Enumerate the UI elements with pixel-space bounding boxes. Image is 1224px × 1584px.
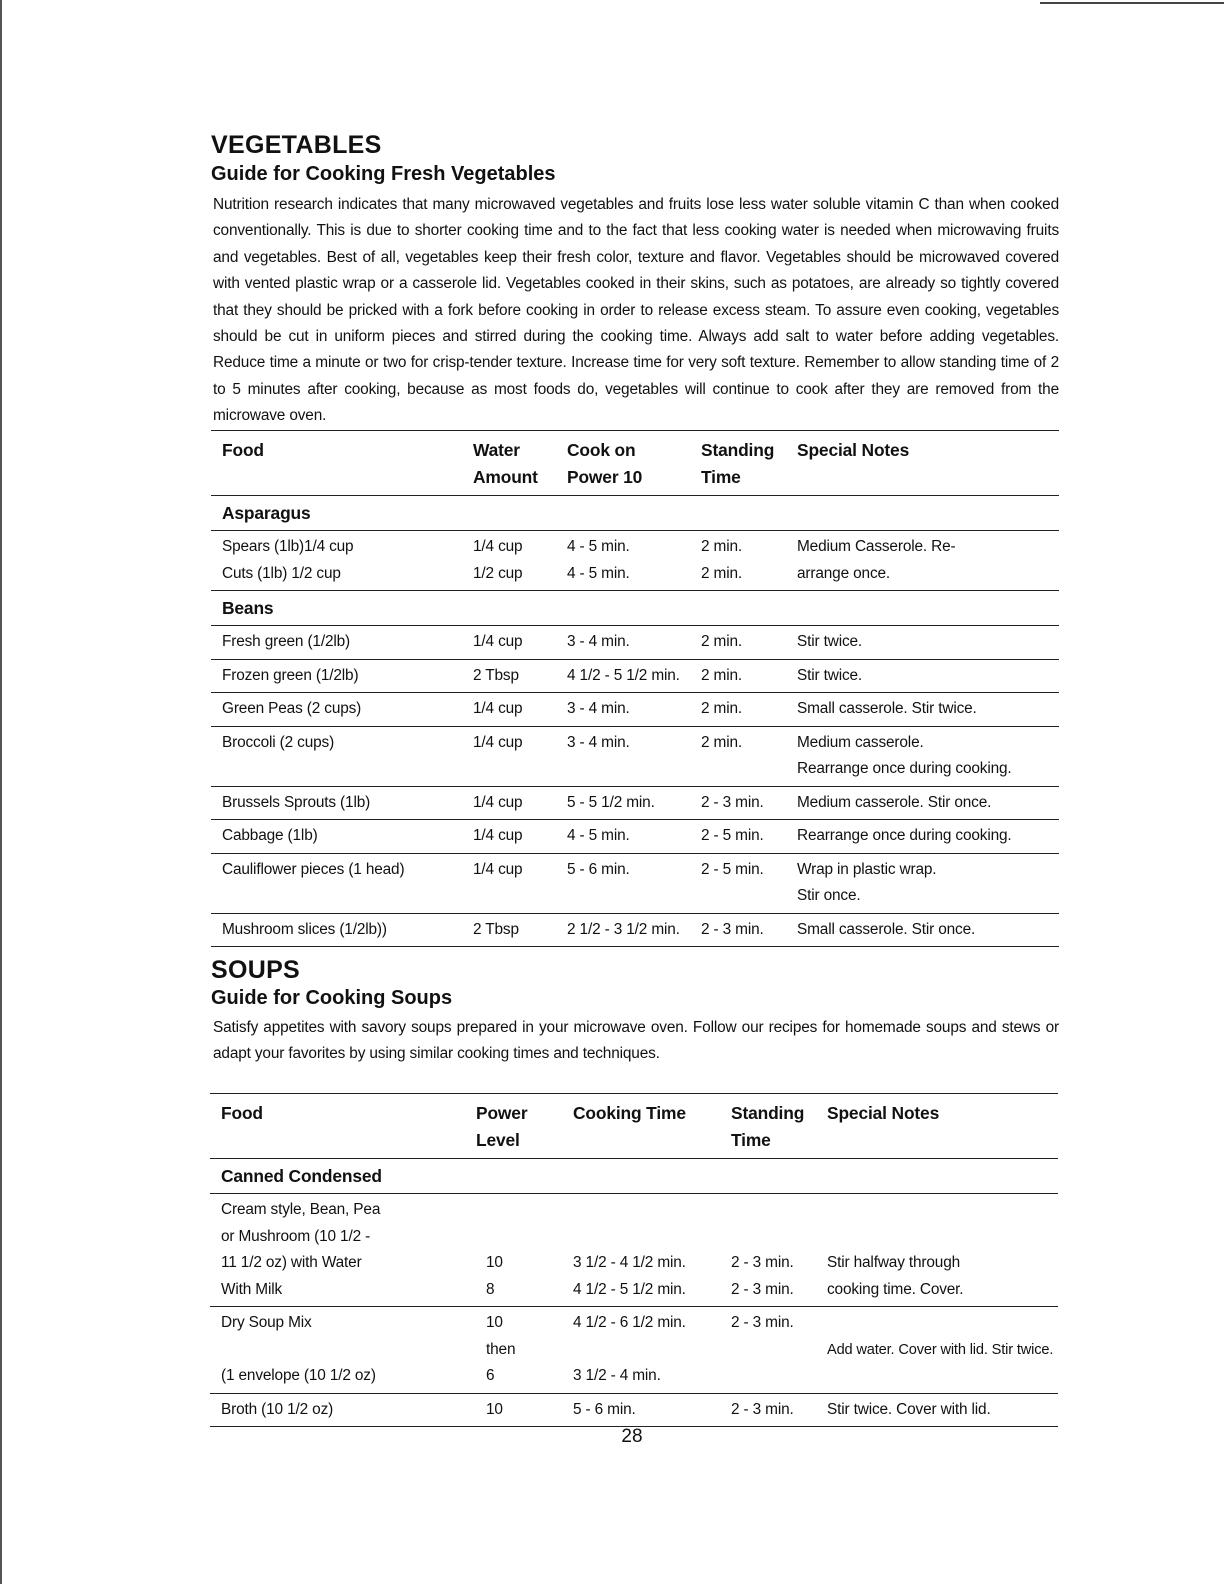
cell-notes: Stir twice. Cover with lid. (827, 1400, 991, 1418)
cell-food: Cabbage (1lb) (222, 827, 318, 844)
category-canned-condensed: Canned Condensed (221, 1166, 382, 1186)
vegetables-subtitle: Guide for Cooking Fresh Vegetables (211, 163, 556, 185)
cell-standing: 2 - 3 min. (731, 1314, 794, 1331)
cell-water: 1/4 cup (473, 733, 523, 751)
table-row (211, 913, 1059, 947)
cell-food: Fresh green (1/2lb) (222, 633, 351, 650)
table-row (211, 659, 1059, 693)
cell-food: Cauliflower pieces (1 head) (222, 860, 405, 878)
header-food: Food (222, 440, 264, 460)
cell-water: 1/4 cup (473, 793, 523, 811)
cell-notes: Stir halfway through cooking time. Cover. (827, 1254, 964, 1298)
cell-cooking: 5 - 6 min. (573, 1400, 636, 1418)
cell-notes: Small casserole. Stir once. (797, 920, 976, 938)
cell-cook: 2 1/2 - 3 1/2 min. (567, 920, 680, 938)
cell-cooking: 3 1/2 - 4 1/2 min. 4 1/2 - 5 1/2 min. (573, 1254, 686, 1298)
cell-food: Green Peas (2 cups) (222, 700, 362, 717)
cell-notes: Stir twice. (797, 666, 863, 684)
cell-standing: 2 - 3 min. (701, 793, 764, 811)
table-row (211, 853, 1059, 913)
cell-cooking: 4 1/2 - 6 1/2 min. 3 1/2 - 4 min. (573, 1314, 686, 1384)
scan-mark (0, 0, 2, 1584)
cell-food: Broccoli (2 cups) (222, 733, 335, 751)
category-row (211, 591, 1059, 626)
cell-standing: 2 min. (701, 733, 743, 751)
table-row (211, 531, 1059, 591)
table-row (211, 626, 1059, 660)
cell-notes: Medium casserole. Rearrange once during cooking. (797, 733, 1012, 777)
table-header-row (210, 1094, 1058, 1159)
header-standing-time: Standing Time (701, 440, 775, 487)
cell-notes: Stir twice. (797, 633, 863, 650)
cell-cook: 4 - 5 min. 4 - 5 min. (567, 538, 630, 582)
cell-standing: 2 min. 2 min. (701, 538, 743, 582)
soups-title: SOUPS (211, 956, 301, 984)
cell-standing: 2 - 3 min. (731, 1400, 794, 1418)
cell-notes: Medium casserole. Stir once. (797, 793, 992, 811)
category-asparagus: Asparagus (222, 503, 311, 523)
header-special-notes: Special Notes (797, 440, 910, 460)
cell-power: 10 8 (486, 1254, 503, 1298)
cell-water: 1/4 cup (473, 827, 523, 844)
cell-food: Frozen green (1/2lb) (222, 666, 359, 684)
cell-water: 1/4 cup (473, 700, 523, 717)
cell-notes: Add water. Cover with lid. Stir twice. (827, 1341, 1054, 1358)
header-special-notes: Special Notes (827, 1103, 940, 1123)
cell-cook: 3 - 4 min. (567, 733, 630, 751)
cell-water: 2 Tbsp (473, 920, 519, 938)
cell-cook: 4 - 5 min. (567, 827, 630, 844)
cell-food: Cream style, Bean, Pea or Mushroom (10 1/2 - 11 1/2 oz) with Water With Milk (221, 1201, 381, 1298)
cell-cook: 4 1/2 - 5 1/2 min. (567, 666, 680, 684)
header-cook-power: Cook on Power 10 (567, 440, 643, 487)
table-row (210, 1307, 1058, 1394)
vegetables-table (211, 430, 1059, 947)
cell-food: Spears (1lb)1/4 cup Cuts (1lb) 1/2 cup (222, 538, 354, 582)
scan-mark (1040, 2, 1224, 4)
cell-food: Broth (10 1/2 oz) (221, 1400, 334, 1418)
cell-standing: 2 - 5 min. (701, 860, 764, 878)
cell-cook: 5 - 5 1/2 min. (567, 793, 655, 811)
cell-notes: Small casserole. Stir twice. (797, 700, 977, 717)
cell-notes: Wrap in plastic wrap. Stir once. (797, 860, 937, 904)
cell-water: 1/4 cup (473, 633, 523, 650)
header-cooking-time: Cooking Time (573, 1103, 686, 1123)
table-row (210, 1194, 1058, 1307)
header-water-amount: Water Amount (473, 440, 538, 487)
cell-cook: 5 - 6 min. (567, 860, 630, 878)
category-beans: Beans (222, 598, 274, 618)
table-row (211, 726, 1059, 786)
table-row (211, 693, 1059, 727)
cell-food: Dry Soup Mix (1 envelope (10 1/2 oz) (221, 1314, 376, 1384)
table-row (210, 1393, 1058, 1427)
cell-standing: 2 - 3 min. (701, 920, 764, 938)
header-power-level: Power Level (476, 1103, 528, 1150)
cell-standing: 2 - 3 min. 2 - 3 min. (731, 1254, 794, 1298)
cell-standing: 2 - 5 min. (701, 827, 764, 844)
header-standing-time: Standing Time (731, 1103, 805, 1150)
cell-notes: Medium Casserole. Re- arrange once. (797, 538, 956, 582)
table-row (211, 786, 1059, 820)
page-number: 28 (621, 1426, 643, 1447)
vegetables-title: VEGETABLES (211, 131, 382, 159)
soups-intro: Satisfy appetites with savory soups prepared in your microwave oven. Follow our recipes for homemade soups and stews or adapt your favorites by using similar cooking times and techniques. (213, 1019, 1059, 1063)
cell-water: 1/4 cup 1/2 cup (473, 538, 523, 582)
cell-water: 1/4 cup (473, 860, 523, 878)
cell-standing: 2 min. (701, 700, 743, 717)
cell-standing: 2 min. (701, 633, 743, 650)
table-header-row (211, 431, 1059, 496)
vegetables-intro: Nutrition research indicates that many microwaved vegetables and fruits lose less water soluble vitamin C than when cooked conventionally. This is due to shorter cooking time and to the fact that less cooking water is needed when microwaving fruits and vegetables. Best of all, vegetables keep their fresh color, texture and flavor. Vegetables should be microwaved covered with vented plastic wrap or a casserole lid. Vegetables cooked in their skins, such as potatoes, are already so tightly covered that they should be pricked with a fork before cooking in order to release excess steam. To assure even cooking, vegetables should be cut in uniform pieces and stirred during the cooking time. Always add salt to water before adding vegetables. Reduce time a minute or two for crisp-tender texture. Increase time for very soft texture. Remember to allow standing time of 2 to 5 minutes after cooking, because as most foods do, vegetables will continue to cook after they are removed from the microwave oven. (213, 196, 1059, 425)
cell-notes: Rearrange once during cooking. (797, 827, 1012, 844)
cell-food: Mushroom slices (1/2lb)) (222, 920, 387, 938)
soups-subtitle: Guide for Cooking Soups (211, 987, 453, 1009)
category-row (211, 496, 1059, 531)
cell-cook: 3 - 4 min. (567, 700, 630, 717)
cell-cook: 3 - 4 min. (567, 633, 630, 650)
cell-water: 2 Tbsp (473, 666, 519, 684)
cell-power: 10 then 6 (486, 1314, 516, 1384)
cell-standing: 2 min. (701, 666, 743, 684)
cell-food: Brussels Sprouts (1lb) (222, 793, 371, 811)
table-row (211, 820, 1059, 854)
header-food: Food (221, 1103, 263, 1123)
cell-power: 10 (486, 1400, 503, 1418)
soups-table (210, 1093, 1058, 1427)
category-row (210, 1159, 1058, 1194)
